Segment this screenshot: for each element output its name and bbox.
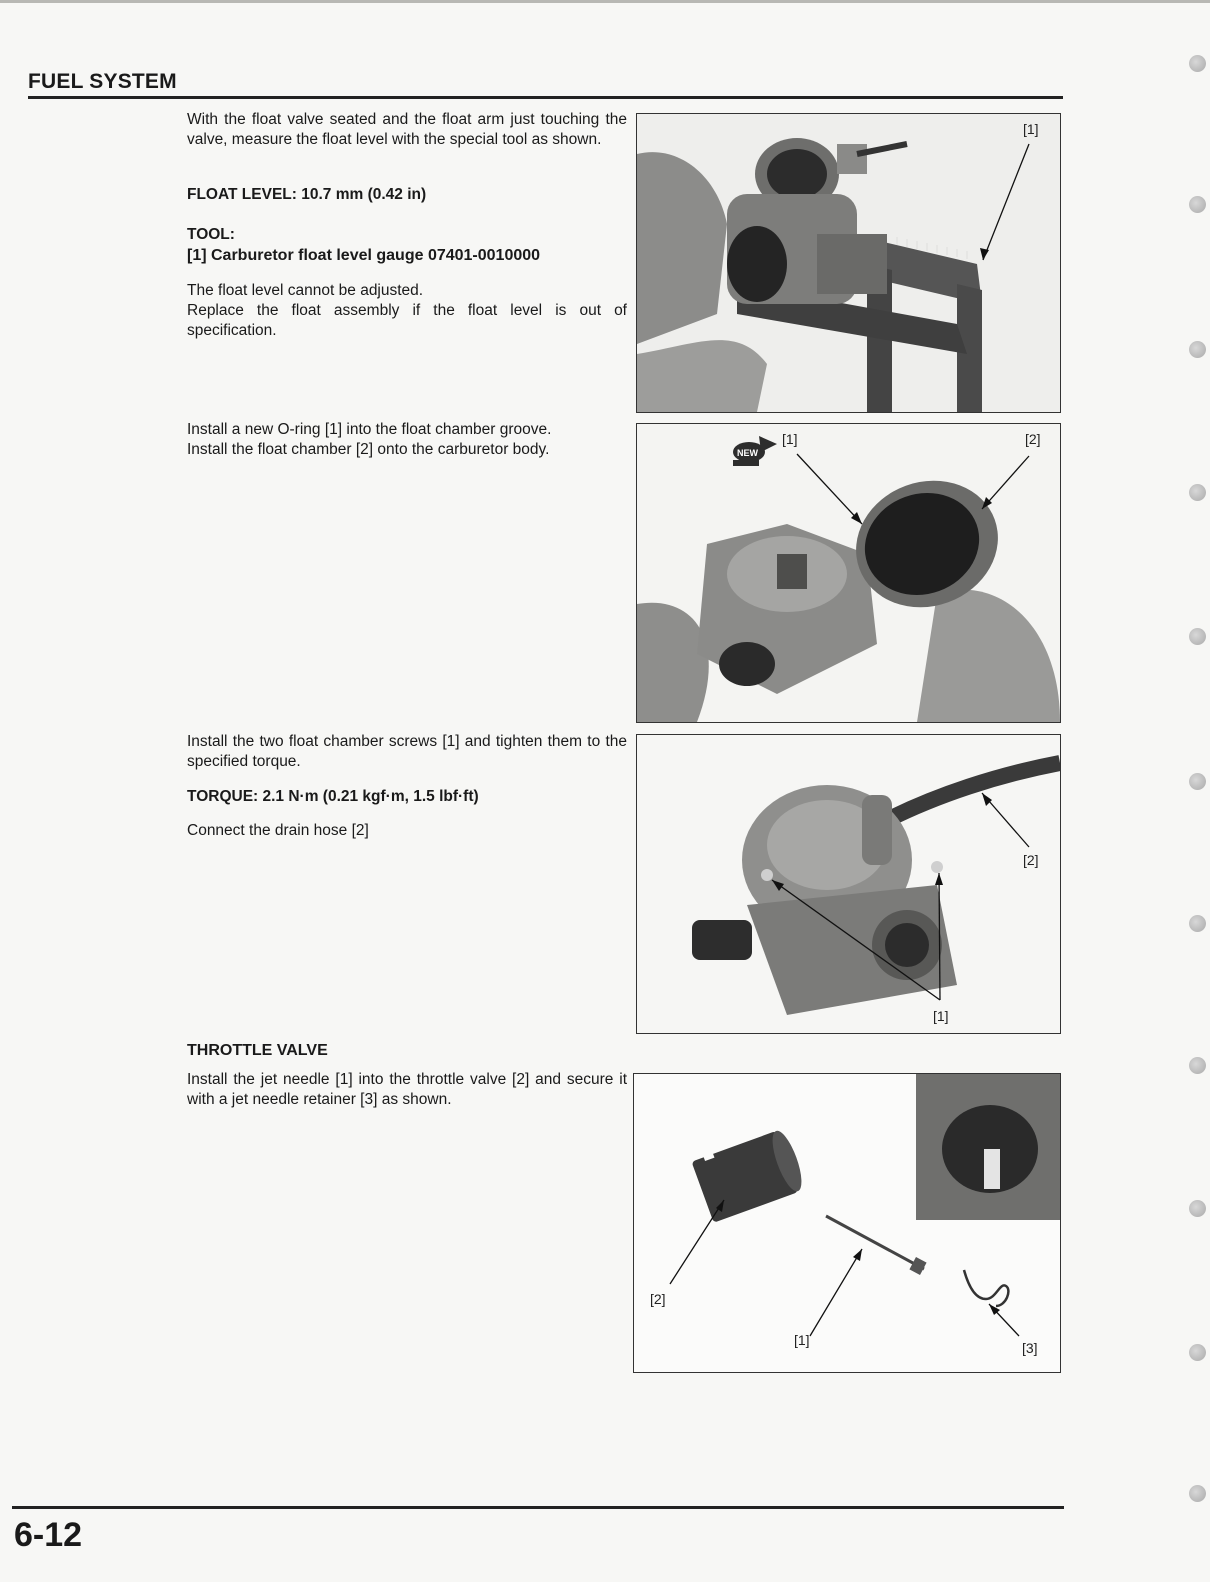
punch-hole [1189,1200,1206,1217]
callout-1: [1] [1023,121,1039,137]
torque-spec: TORQUE: 2.1 N·m (0.21 kgf·m, 1.5 lbf·ft) [187,788,479,805]
callout-1: [1] [933,1008,949,1024]
callout-1: [1] [794,1332,810,1348]
figure-float-chamber [636,423,1061,723]
float-note-1: The float level cannot be adjusted. [187,282,424,299]
punch-hole [1189,55,1206,72]
float-note-2: Replace the float assembly if the float level is out of specification. [187,302,627,339]
throttle-valve-heading: THROTTLE VALVE [187,1042,328,1059]
float-chamber-instruction: Install the float chamber [2] onto the carburetor body. [187,441,550,458]
svg-text:NEW: NEW [737,448,758,458]
punch-hole [1189,1057,1206,1074]
chamber-screws-instruction: Install the two float chamber screws [1] and tighten them to the specified torque. [187,733,627,770]
o-ring-instruction: Install a new O-ring [1] into the float chamber groove. [187,421,552,438]
callout-2: [2] [1025,431,1041,447]
callout-2: [2] [650,1291,666,1307]
throttle-valve-photo [634,1074,1060,1372]
callout-2: [2] [1023,852,1039,868]
tool-line: [1] Carburetor float level gauge 07401-0010000 [187,247,541,264]
throttle-valve-instruction: Install the jet needle [1] into the throttle valve [2] and secure it with a jet needle retainer [3] as shown. [187,1071,627,1108]
section-title: FUEL SYSTEM [28,70,177,93]
punch-hole [1189,484,1206,501]
punch-hole [1189,915,1206,932]
float-gauge-photo [637,114,1060,412]
punch-hole [1189,1485,1206,1502]
punch-hole [1189,196,1206,213]
figure-chamber-screws [636,734,1061,1034]
page-top-edge [0,0,1210,3]
punch-hole [1189,773,1206,790]
punch-hole [1189,1344,1206,1361]
punch-hole [1189,341,1206,358]
callout-3: [3] [1022,1340,1038,1356]
punch-hole [1189,628,1206,645]
header-rule [28,96,1063,99]
figure-throttle-valve [633,1073,1061,1373]
footer-rule [12,1506,1064,1509]
tool-heading: TOOL: [187,226,235,243]
float-level-spec: FLOAT LEVEL: 10.7 mm (0.42 in) [187,186,427,203]
drain-hose-instruction: Connect the drain hose [2] [187,822,369,839]
float-level-instructions: With the float valve seated and the float arm just touching the valve, measure the float level with the special tool as shown. [187,111,627,148]
float-chamber-photo [637,424,1060,722]
chamber-screws-photo [637,735,1060,1033]
page-number: 6-12 [14,1516,83,1554]
callout-1: [1] [782,431,798,447]
figure-float-gauge [636,113,1061,413]
